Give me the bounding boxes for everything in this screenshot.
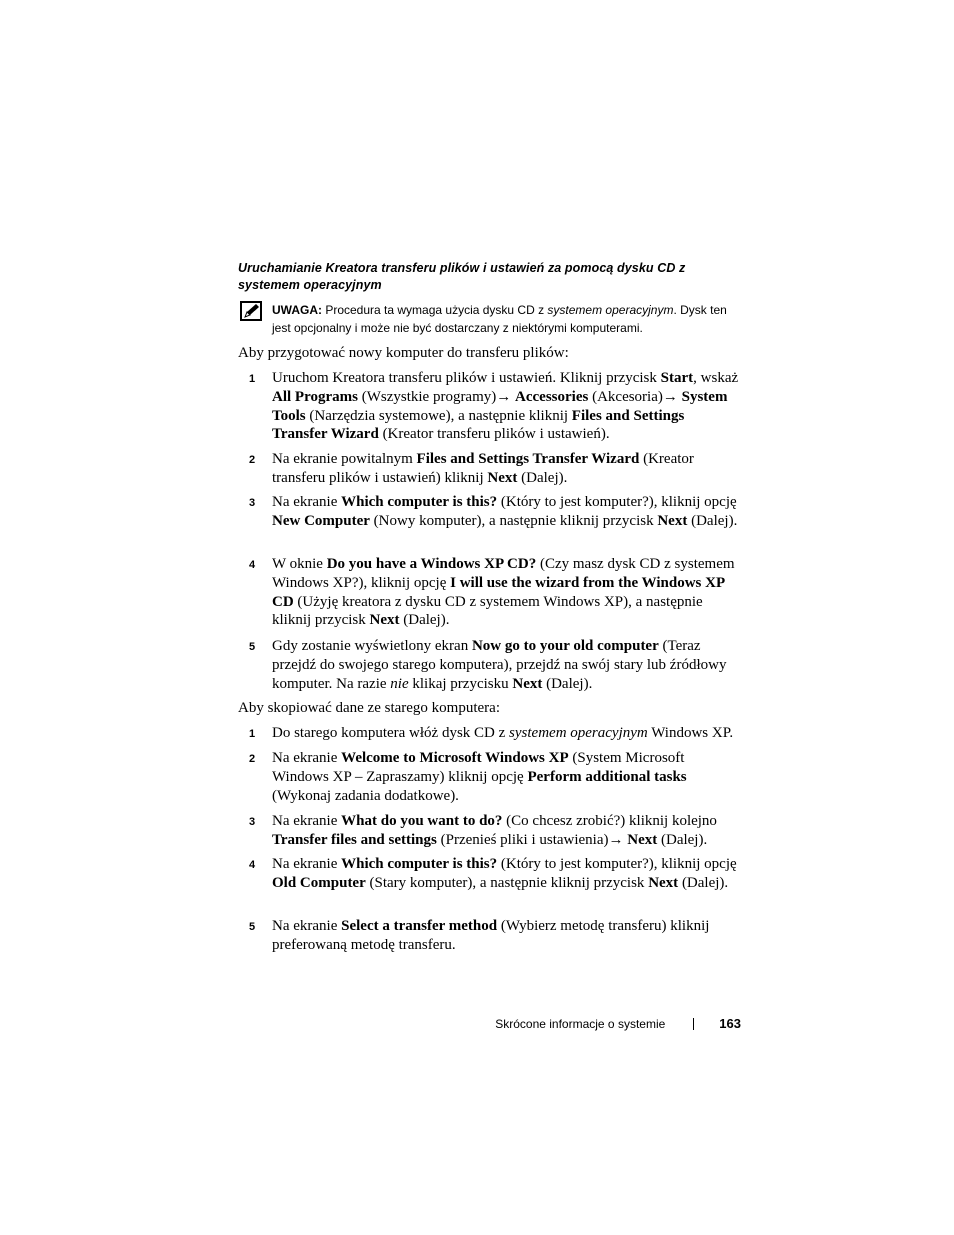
step-number: 1	[249, 373, 256, 385]
step-number: 2	[249, 454, 256, 466]
step-text-run: Windows XP.	[647, 725, 734, 741]
ui-term: Next	[487, 469, 518, 486]
step-text-run: (Dalej).	[542, 675, 593, 692]
ui-term: What do you want to do?	[341, 813, 503, 829]
step-text-run: (Użyję kreatora z dysku CD z systemem Windows XP), a następnie kliknij przycisk	[272, 593, 703, 629]
step-text	[272, 917, 742, 955]
note-box	[272, 302, 742, 337]
step-text	[272, 555, 742, 630]
ui-term: All Programs	[272, 388, 358, 405]
emphasis-text: systemem operacyjnym	[509, 725, 648, 741]
step-text	[272, 493, 742, 531]
step-text-run: (Przenieś pliki i ustawienia)→	[436, 831, 628, 848]
ui-term: New Computer	[272, 512, 370, 529]
step-text-run: Na ekranie	[272, 856, 342, 872]
intro-new-computer: Aby przygotować nowy komputer do transferu plików:	[238, 345, 569, 361]
step-text	[272, 812, 742, 850]
step-text-run: (Co chcesz zrobić?) kliknij kolejno	[502, 813, 717, 829]
step-text-run: (System Microsoft Windows XP – Zapraszamy) kliknij opcję	[272, 750, 685, 785]
step-number: 4	[249, 559, 256, 571]
ui-term: Which computer is this?	[341, 494, 498, 510]
ui-term: Next	[657, 512, 688, 529]
step-text-run: Na ekranie	[272, 750, 342, 766]
ui-term: Accessories	[515, 388, 589, 405]
step-text-run: Do starego komputera włóż dysk CD z	[272, 725, 510, 741]
step-text-run: Na ekranie powitalnym	[272, 451, 417, 467]
ui-term: Old Computer	[272, 874, 366, 891]
step-text-run: (Dalej).	[678, 874, 729, 891]
step-text-run: klikaj przycisku	[408, 675, 513, 692]
step-text-run: (Dalej).	[517, 469, 568, 486]
step-text	[272, 724, 742, 743]
ui-term: Next	[512, 675, 543, 692]
step-text-run: (Wszystkie programy)→	[357, 388, 516, 405]
note-text-b: . Dysk ten jest opcjonalny i może nie być dostarczany z niektórymi komputerami.	[272, 303, 727, 335]
step-text	[272, 450, 742, 488]
step-text-run: Gdy zostanie wyświetlony ekran	[272, 638, 472, 654]
step-text	[272, 749, 742, 805]
step-text-run: (Nowy komputer), a następnie kliknij przycisk	[369, 512, 658, 529]
step-text-run: (Dalej).	[399, 612, 450, 629]
section-heading: Uruchamianie Kreatora transferu plików i ustawień za pomocą dysku CD z systemem operacyjnym	[238, 261, 686, 292]
ui-term: Which computer is this?	[341, 856, 498, 872]
step-number: 5	[249, 921, 256, 933]
ui-term: Welcome to Microsoft Windows XP	[341, 750, 569, 766]
ui-term: Next	[627, 831, 658, 848]
step-number: 1	[249, 728, 256, 740]
step-text-run: (Który to jest komputer?), kliknij opcję	[497, 856, 737, 872]
step-text-run: (Akcesoria)→	[588, 388, 682, 405]
ui-term: I will use the wizard from the Windows XP CD	[272, 574, 725, 610]
page-number: 163	[719, 1016, 741, 1031]
step-text-run: (Kreator transferu plików i ustawień).	[378, 426, 610, 443]
note-text-a: Procedura ta wymaga użycia dysku CD z	[322, 303, 548, 317]
step-text-run: (Który to jest komputer?), kliknij opcję	[497, 494, 737, 510]
step-text-run: (Czy masz dysk CD z systemem Windows XP?), kliknij opcję	[272, 556, 735, 591]
step-text-run: (Dalej).	[687, 512, 738, 529]
note-pencil-icon	[240, 301, 262, 321]
intro-old-computer: Aby skopiować dane ze starego komputera:	[238, 700, 500, 716]
note-label: UWAGA:	[272, 303, 322, 317]
step-text-run: (Wykonaj zadania dodatkowe).	[272, 787, 459, 804]
ui-term: Next	[369, 612, 400, 629]
step-text-run: (Wybierz metodę transferu) kliknij preferowaną metodę transferu.	[272, 918, 710, 953]
step-text-run: (Teraz przejdź do swojego starego komputera), przejdź na swój stary lub źródłowy komputer. Na razie	[272, 638, 727, 692]
step-text-run: (Dalej).	[657, 831, 708, 848]
step-text-run: W oknie	[272, 556, 327, 572]
step-text	[272, 637, 742, 693]
step-number: 3	[249, 816, 256, 828]
step-text-run: Na ekranie	[272, 813, 342, 829]
page-footer	[495, 1015, 741, 1033]
footer-divider	[693, 1018, 694, 1030]
step-text	[272, 855, 742, 893]
step-number: 4	[249, 859, 256, 871]
step-text-run: (Kreator transferu plików i ustawień) kliknij	[272, 451, 694, 486]
ui-term: Start	[660, 370, 694, 386]
ui-term: System Tools	[272, 388, 728, 424]
note-text-emphasis: systemem operacyjnym	[547, 303, 674, 317]
ui-term: Next	[648, 874, 679, 891]
ui-term: Files and Settings Transfer Wizard	[416, 451, 640, 467]
emphasis-text: nie	[390, 675, 409, 692]
step-number: 5	[249, 641, 256, 653]
ui-term: Transfer files and settings	[272, 831, 437, 848]
step-text	[272, 369, 742, 444]
step-text-run: , wskaż	[693, 370, 739, 386]
step-text-run: Uruchom Kreatora transferu plików i ustawień. Kliknij przycisk	[272, 370, 661, 386]
ui-term: Files and Settings Transfer Wizard	[272, 407, 685, 443]
ui-term: Do you have a Windows XP CD?	[326, 556, 537, 572]
step-text-run: (Stary komputer), a następnie kliknij przycisk	[365, 874, 649, 891]
ui-term: Perform additional tasks	[527, 768, 687, 785]
step-text-run: Na ekranie	[272, 494, 342, 510]
step-text-run: (Narzędzia systemowe), a następnie kliknij	[305, 407, 572, 424]
step-text-run: Na ekranie	[272, 918, 342, 934]
step-number: 3	[249, 497, 256, 509]
step-number: 2	[249, 753, 256, 765]
ui-term: Now go to your old computer	[471, 638, 659, 654]
footer-section-title: Skrócone informacje o systemie	[495, 1017, 666, 1031]
ui-term: Select a transfer method	[341, 918, 498, 934]
